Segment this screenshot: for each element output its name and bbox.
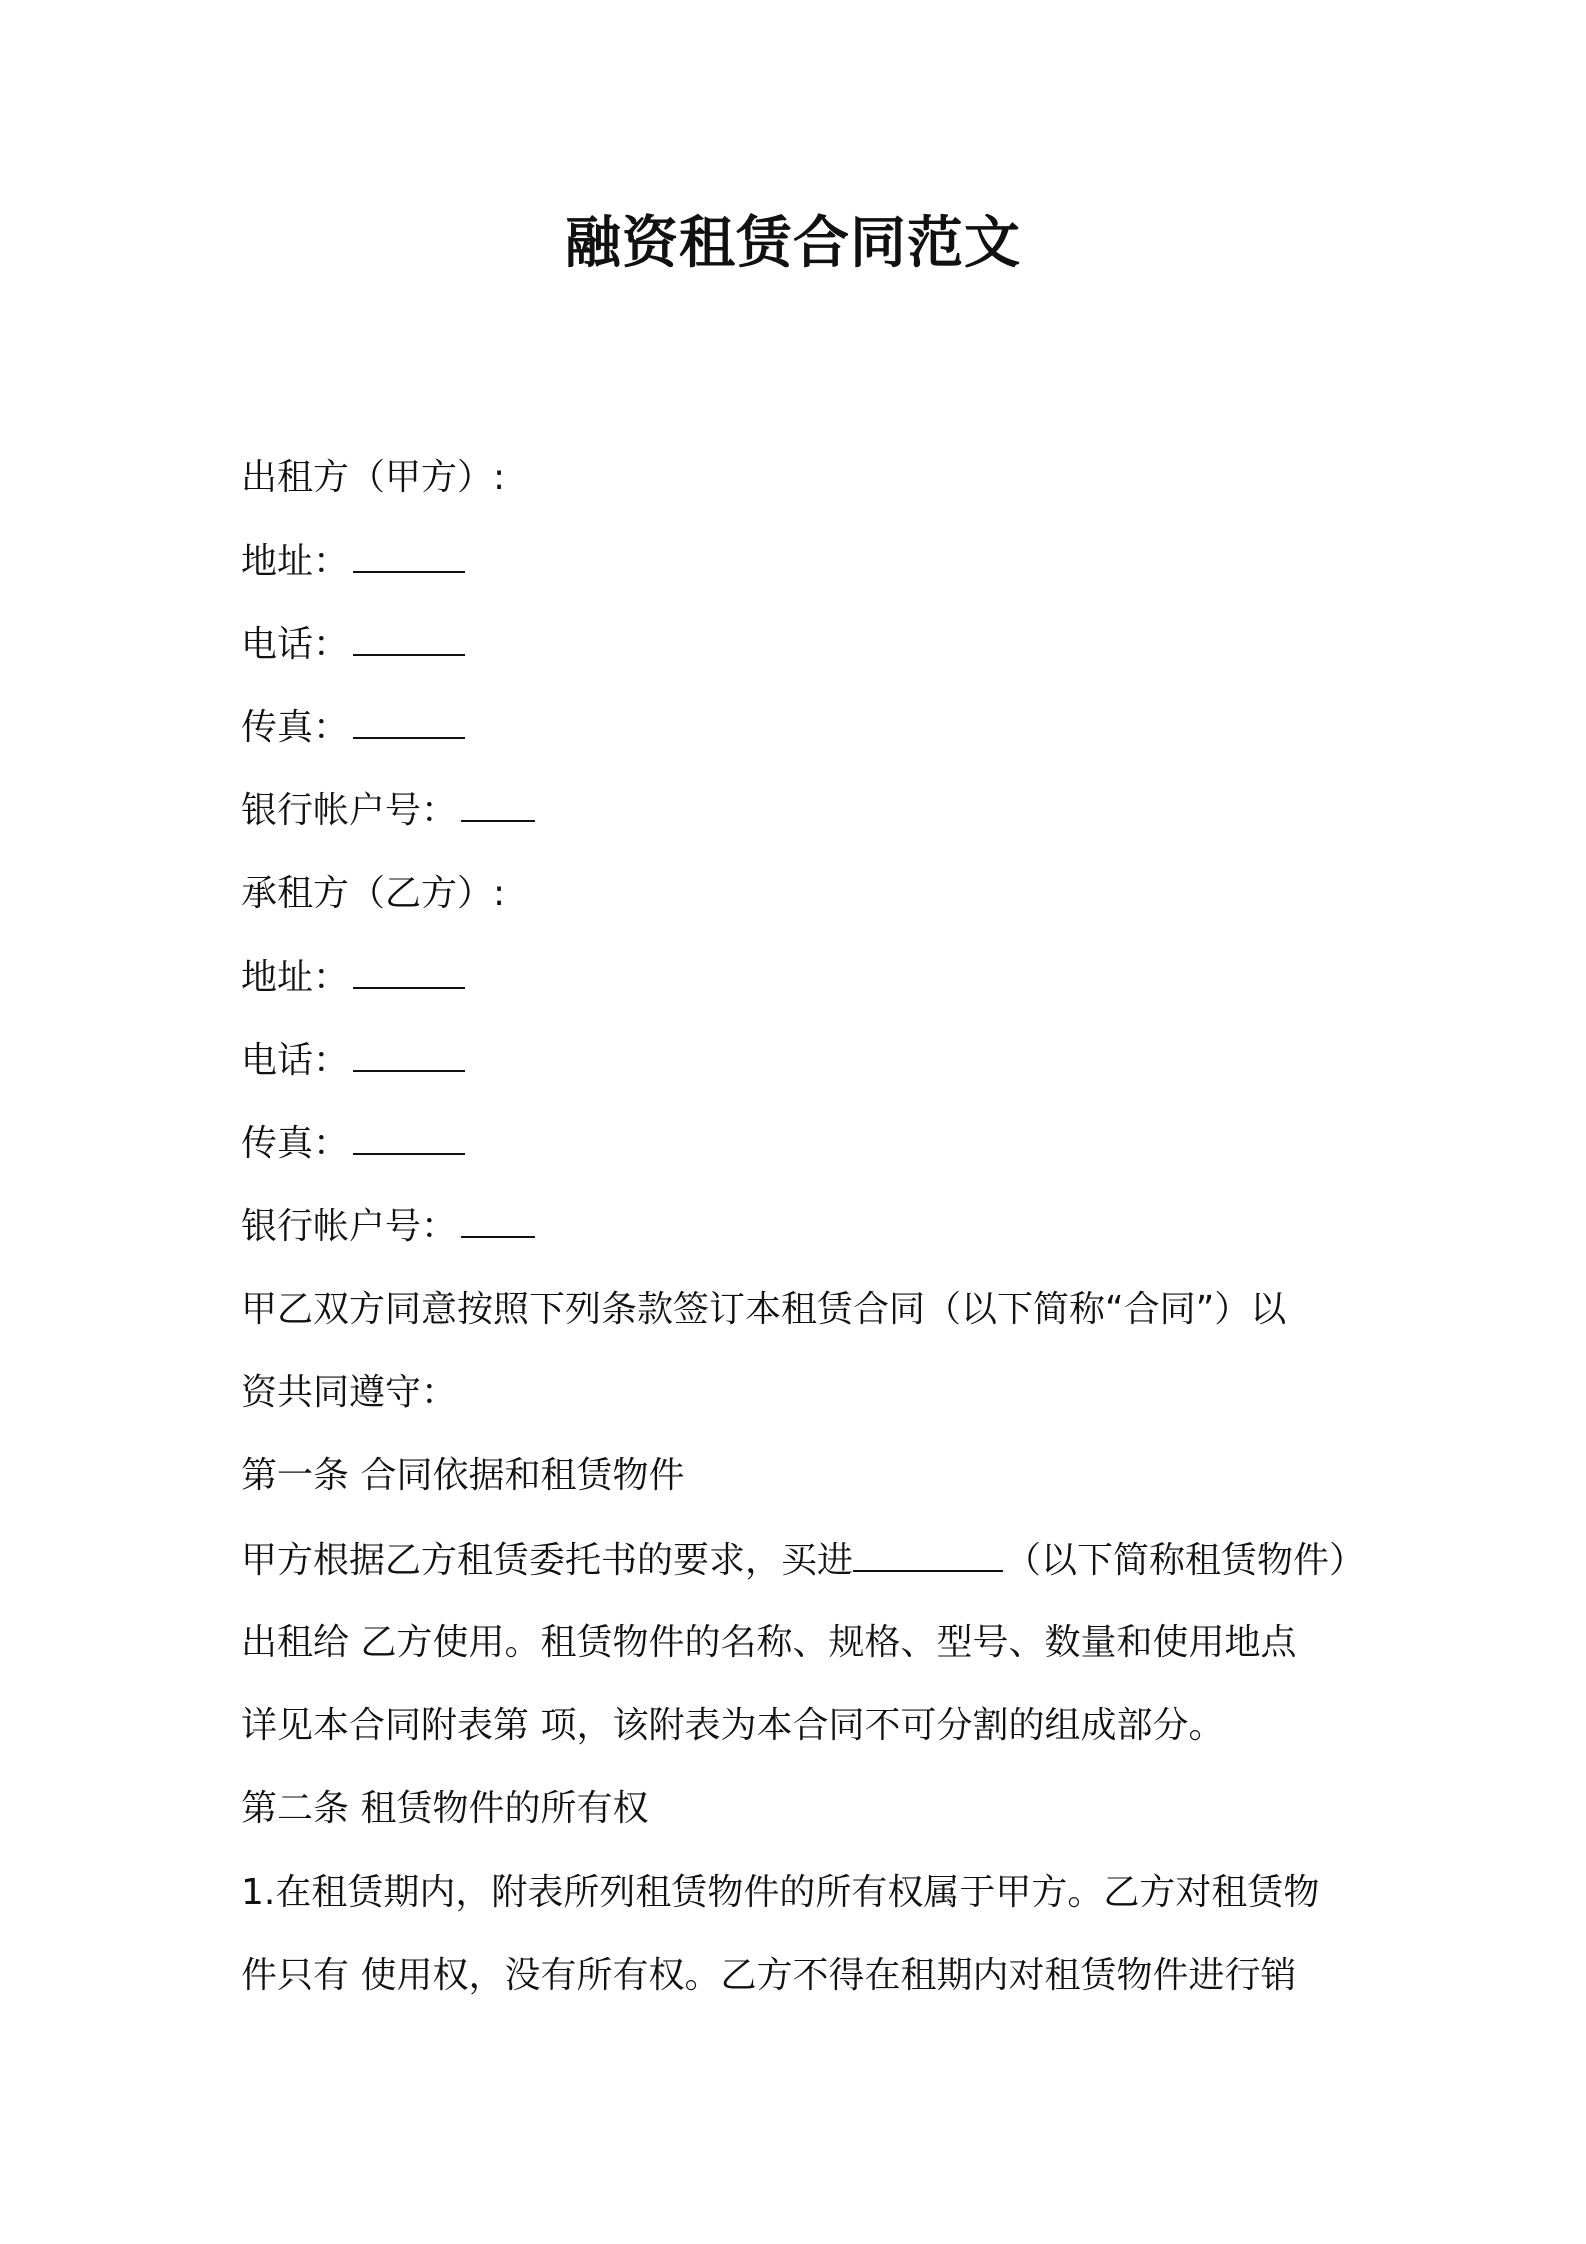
lessee-fax-label: 传真： [241,1123,350,1164]
article-1-item-blank [853,1536,1003,1572]
lessee-phone-field [241,1036,1361,1085]
lessor-heading: 出租方（甲方）: [241,457,506,498]
lessor-fax-blank [353,703,465,739]
article-1-line-3: 详见本合同附表第 项，该附表为本合同不可分割的组成部分。 [241,1705,1225,1746]
lessor-bank-label: 银行帐户号： [241,790,458,831]
lessor-address-blank [353,537,465,573]
article-1-line-2: 出租给 乙方使用。租赁物件的名称、规格、型号、数量和使用地点 [241,1622,1297,1663]
lessor-phone-blank [353,620,465,656]
article-2-line-2: 件只有 使用权，没有所有权。乙方不得在租期内对租赁物件进行销 [241,1955,1297,1996]
article-1-line-1-before: 甲方根据乙方租赁委托书的要求，买进 [241,1540,854,1581]
lessor-phone-field [241,620,1361,669]
article-1-line-1-after: （以下简称租赁物件） [1005,1540,1366,1581]
article-2-line-1: 1.在租赁期内，附表所列租赁物件的所有权属于甲方。乙方对租赁物 [241,1872,1320,1913]
lessee-bank-label: 银行帐户号： [241,1206,458,1247]
lessor-bank-field [241,786,1361,835]
lessee-fax-blank [353,1119,465,1155]
lessee-address-field [241,953,1361,1002]
lessee-address-label: 地址： [241,957,350,998]
document-title: 融资租赁合同范文 [565,211,1021,276]
lessee-bank-blank [461,1202,535,1238]
lessee-phone-blank [353,1036,465,1072]
preamble-line-1: 甲乙双方同意按照下列条款签订本租赁合同（以下简称“合同”）以 [241,1289,1287,1330]
lessor-address-field [241,537,1361,586]
article-2-heading: 第二条 租赁物件的所有权 [241,1788,649,1829]
article-1-heading: 第一条 合同依据和租赁物件 [241,1455,685,1496]
lessee-phone-label: 电话： [241,1040,350,1081]
lessor-address-label: 地址： [241,541,350,582]
article-1-line-1 [241,1536,1366,1585]
lessor-fax-label: 传真： [241,707,350,748]
lessor-fax-field [241,703,1361,752]
lessor-phone-label: 电话： [241,624,350,665]
lessee-bank-field [241,1202,1361,1251]
lessee-fax-field [241,1119,1361,1168]
lessor-bank-blank [461,786,535,822]
lessee-heading: 承租方（乙方）: [241,873,506,914]
preamble-line-2: 资共同遵守： [241,1372,458,1413]
lessee-address-blank [353,953,465,989]
